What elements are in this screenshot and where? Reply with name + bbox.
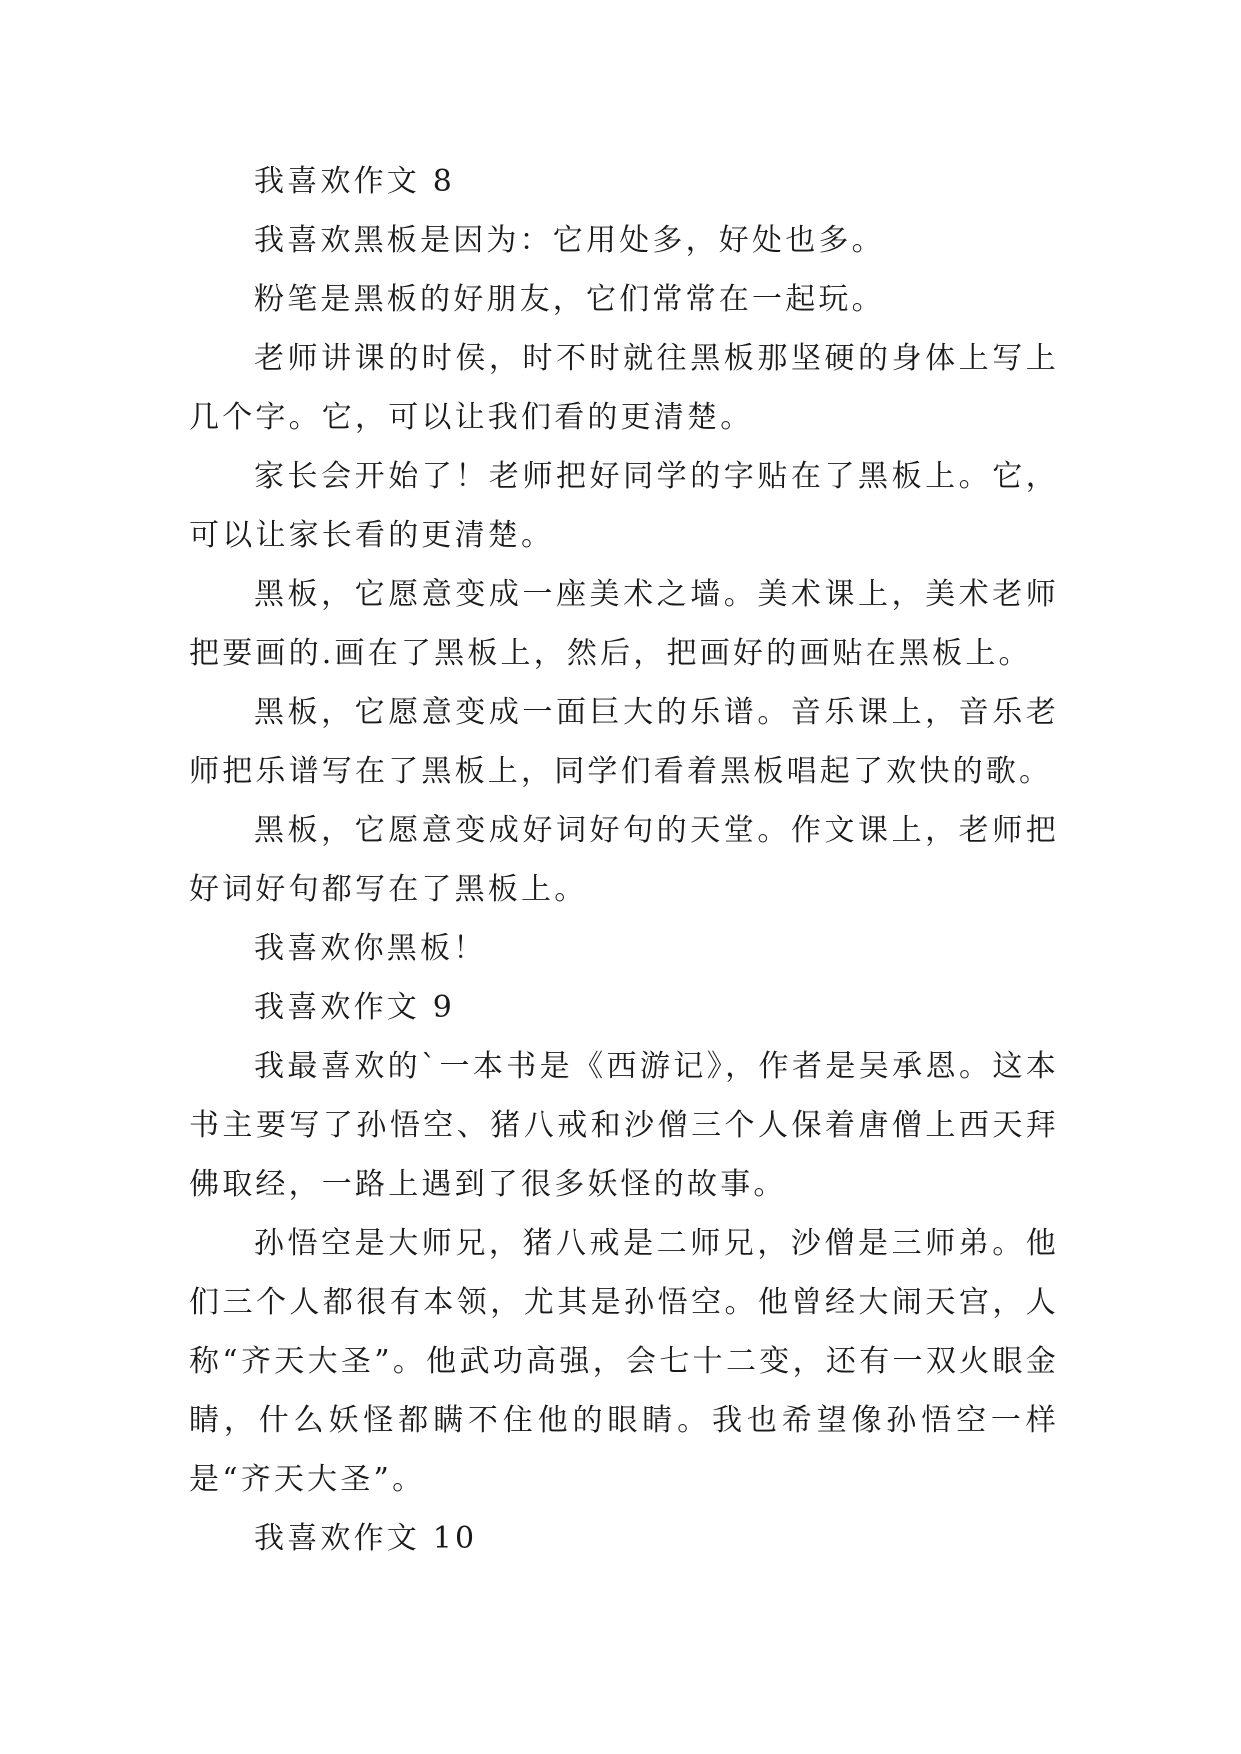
paragraph: 黑板，它愿意变成一面巨大的乐谱。音乐课上，音乐老师把乐谱写在了黑板上，同学们看着黑板唱起了欢快的歌。 bbox=[189, 695, 1059, 789]
paragraph: 我喜欢黑板是因为：它用处多，好处也多。 bbox=[254, 223, 885, 258]
paragraph: 我喜欢你黑板！ bbox=[254, 931, 487, 966]
paragraph: 我最喜欢的`一本书是《西游记》，作者是吴承恩。这本书主要写了孙悟空、猪八戒和沙僧三个人保着唐僧上西天拜佛取经，一路上遇到了很多妖怪的故事。 bbox=[189, 1049, 1059, 1202]
paragraph: 黑板，它愿意变成好词好句的天堂。作文课上，老师把好词好句都写在了黑板上。 bbox=[189, 813, 1059, 907]
paragraph: 家长会开始了！老师把好同学的字贴在了黑板上。它，可以让家长看的更清楚。 bbox=[189, 459, 1059, 553]
paragraph: 黑板，它愿意变成一座美术之墙。美术课上，美术老师把要画的.画在了黑板上，然后，把画好的画贴在黑板上。 bbox=[189, 577, 1059, 671]
essay-heading-8: 我喜欢作文 8 bbox=[254, 164, 456, 199]
paragraph: 老师讲课的时侯，时不时就往黑板那坚硬的身体上写上几个字。它，可以让我们看的更清楚。 bbox=[189, 341, 1059, 435]
essay-heading-9: 我喜欢作文 9 bbox=[254, 990, 456, 1025]
document-body bbox=[189, 152, 1059, 1568]
paragraph: 孙悟空是大师兄，猪八戒是二师兄，沙僧是三师弟。他们三个人都很有本领，尤其是孙悟空。他曾经大闹天宫，人称“齐天大圣”。他武功高强，会七十二变，还有一双火眼金睛，什么妖怪都瞒不住他的眼睛。我也希望像孙悟空一样是“齐天大圣”。 bbox=[189, 1226, 1059, 1497]
essay-heading-10: 我喜欢作文 10 bbox=[254, 1521, 478, 1556]
paragraph: 粉笔是黑板的好朋友，它们常常在一起玩。 bbox=[254, 282, 885, 317]
